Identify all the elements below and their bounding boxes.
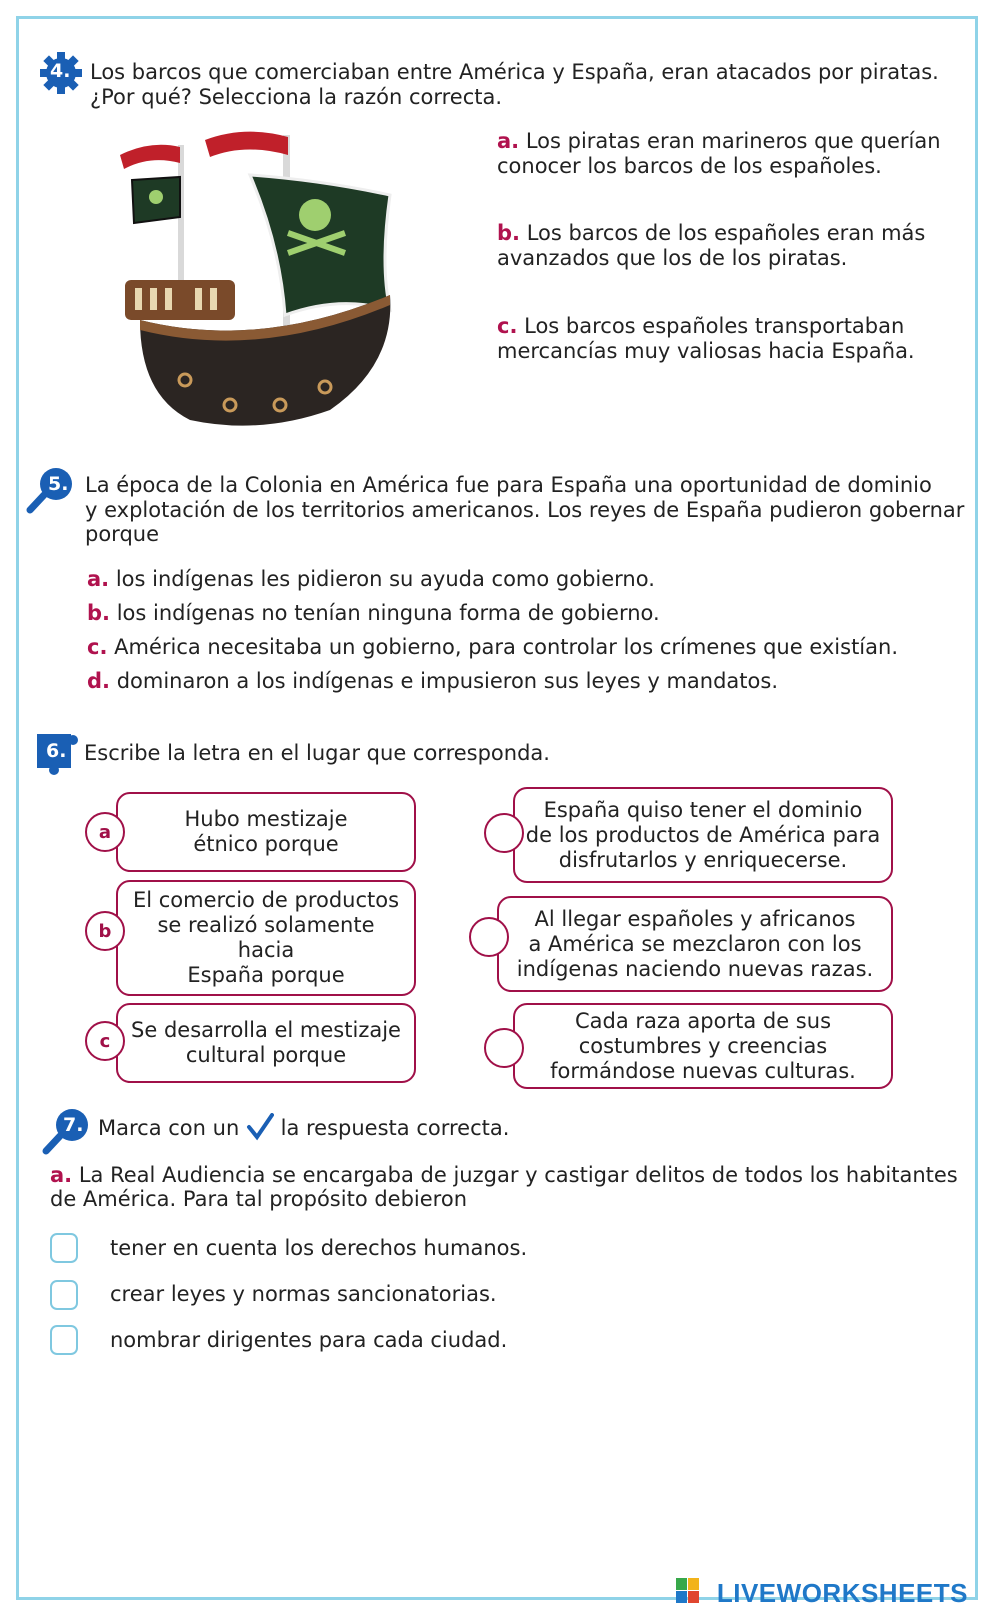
q6-left-badge-b: b [85,911,125,951]
q7-option-1: tener en cuenta los derechos humanos. [110,1236,528,1260]
q5-prompt-line3: porque [85,522,160,546]
q4-option-b-line1[interactable]: b. Los barcos de los españoles eran más [497,221,926,245]
liveworksheets-logo-icon [676,1578,700,1604]
q4-number: 4. [50,60,71,82]
q7-item-line2: de América. Para tal propósito debieron [50,1187,468,1211]
q7-prompt: Marca con un la respuesta correcta. [98,1113,509,1141]
q7-checkbox-3[interactable] [50,1325,78,1355]
q6-left-card-a [116,792,416,872]
q4-prompt-line1: Los barcos que comerciaban entre América y España, eran atacados por piratas. [90,60,939,84]
q6-answer-slot-3[interactable] [484,1028,524,1068]
checkmark-icon [246,1113,274,1141]
q4-option-b-line2: avanzados que los de los piratas. [497,246,848,270]
q6-left-c-line2: cultural porque [185,1043,347,1067]
q6-right-card-3 [513,1003,893,1089]
q4-option-c-line1[interactable]: c. Los barcos españoles transportaban [497,314,905,338]
q6-left-badge-a: a [85,812,125,852]
q6-right-3-line1: Cada raza aporta de sus [574,1008,832,1033]
q4-prompt-line2: ¿Por qué? Selecciona la razón correcta. [90,85,503,109]
q7-item-line1: a. La Real Audiencia se encargaba de juzgar y castigar delitos de todos los habitantes [50,1163,958,1187]
q6-left-b-line3: España porque [187,963,345,987]
q6-left-card-b [116,880,416,996]
q6-right-3-line3: formándose nuevas culturas. [550,1058,856,1083]
q4-option-a-line2: conocer los barcos de los españoles. [497,154,882,178]
q5-option-a[interactable]: a. los indígenas les pidieron su ayuda como gobierno. [87,567,655,591]
q7-option-2: crear leyes y normas sancionatorias. [110,1282,497,1306]
q5-prompt-line1: La época de la Colonia en América fue para España una oportunidad de dominio [85,473,932,497]
pirate-ship-illustration [110,125,410,435]
q6-right-card-2 [497,896,893,992]
q6-right-3-line2: costumbres y creencias [578,1033,828,1058]
q6-right-1-line2: de los productos de América para [525,822,881,847]
q6-right-2-line1: Al llegar españoles y africanos [534,906,856,931]
q6-left-a-line1: Hubo mestizaje [184,807,348,831]
q6-left-badge-c: c [85,1021,125,1061]
footer-brand[interactable]: LIVEWORKSHEETS [716,1578,968,1608]
q5-option-d[interactable]: d. dominaron a los indígenas e impusieron sus leyes y mandatos. [87,669,778,693]
q6-left-b-line1: El comercio de productos [132,888,400,912]
q5-option-b[interactable]: b. los indígenas no tenían ninguna forma de gobierno. [87,601,660,625]
q6-left-card-c [116,1003,416,1083]
q6-right-1-line1: España quiso tener el dominio [543,797,863,822]
q7-checkbox-1[interactable] [50,1233,78,1263]
q7-option-3: nombrar dirigentes para cada ciudad. [110,1328,508,1352]
q7-checkbox-2[interactable] [50,1280,78,1310]
q6-right-2-line2: a América se mezclaron con los [528,931,862,956]
q6-left-c-line1: Se desarrolla el mestizaje [131,1018,401,1042]
q6-answer-slot-2[interactable] [469,917,509,957]
q5-option-c[interactable]: c. América necesitaba un gobierno, para controlar los crímenes que existían. [87,635,898,659]
q5-number: 5. [48,473,69,495]
q4-option-a-line1[interactable]: a. Los piratas eran marineros que querían [497,129,941,153]
q4-option-c-line2: mercancías muy valiosas hacia España. [497,339,915,363]
q6-left-a-line2: étnico porque [193,832,339,856]
q6-right-1-line3: disfrutarlos y enriquecerse. [558,847,848,872]
q6-answer-slot-1[interactable] [484,813,524,853]
q6-prompt: Escribe la letra en el lugar que corresponda. [84,741,550,765]
q6-left-b-line2: se realizó solamente hacia [157,913,375,962]
q6-number: 6. [46,740,67,762]
q6-right-2-line3: indígenas naciendo nuevas razas. [516,956,874,981]
q6-right-card-1 [513,787,893,883]
q5-prompt-line2: y explotación de los territorios americanos. Los reyes de España pudieron gobernar [85,498,965,522]
q7-number: 7. [63,1114,84,1136]
